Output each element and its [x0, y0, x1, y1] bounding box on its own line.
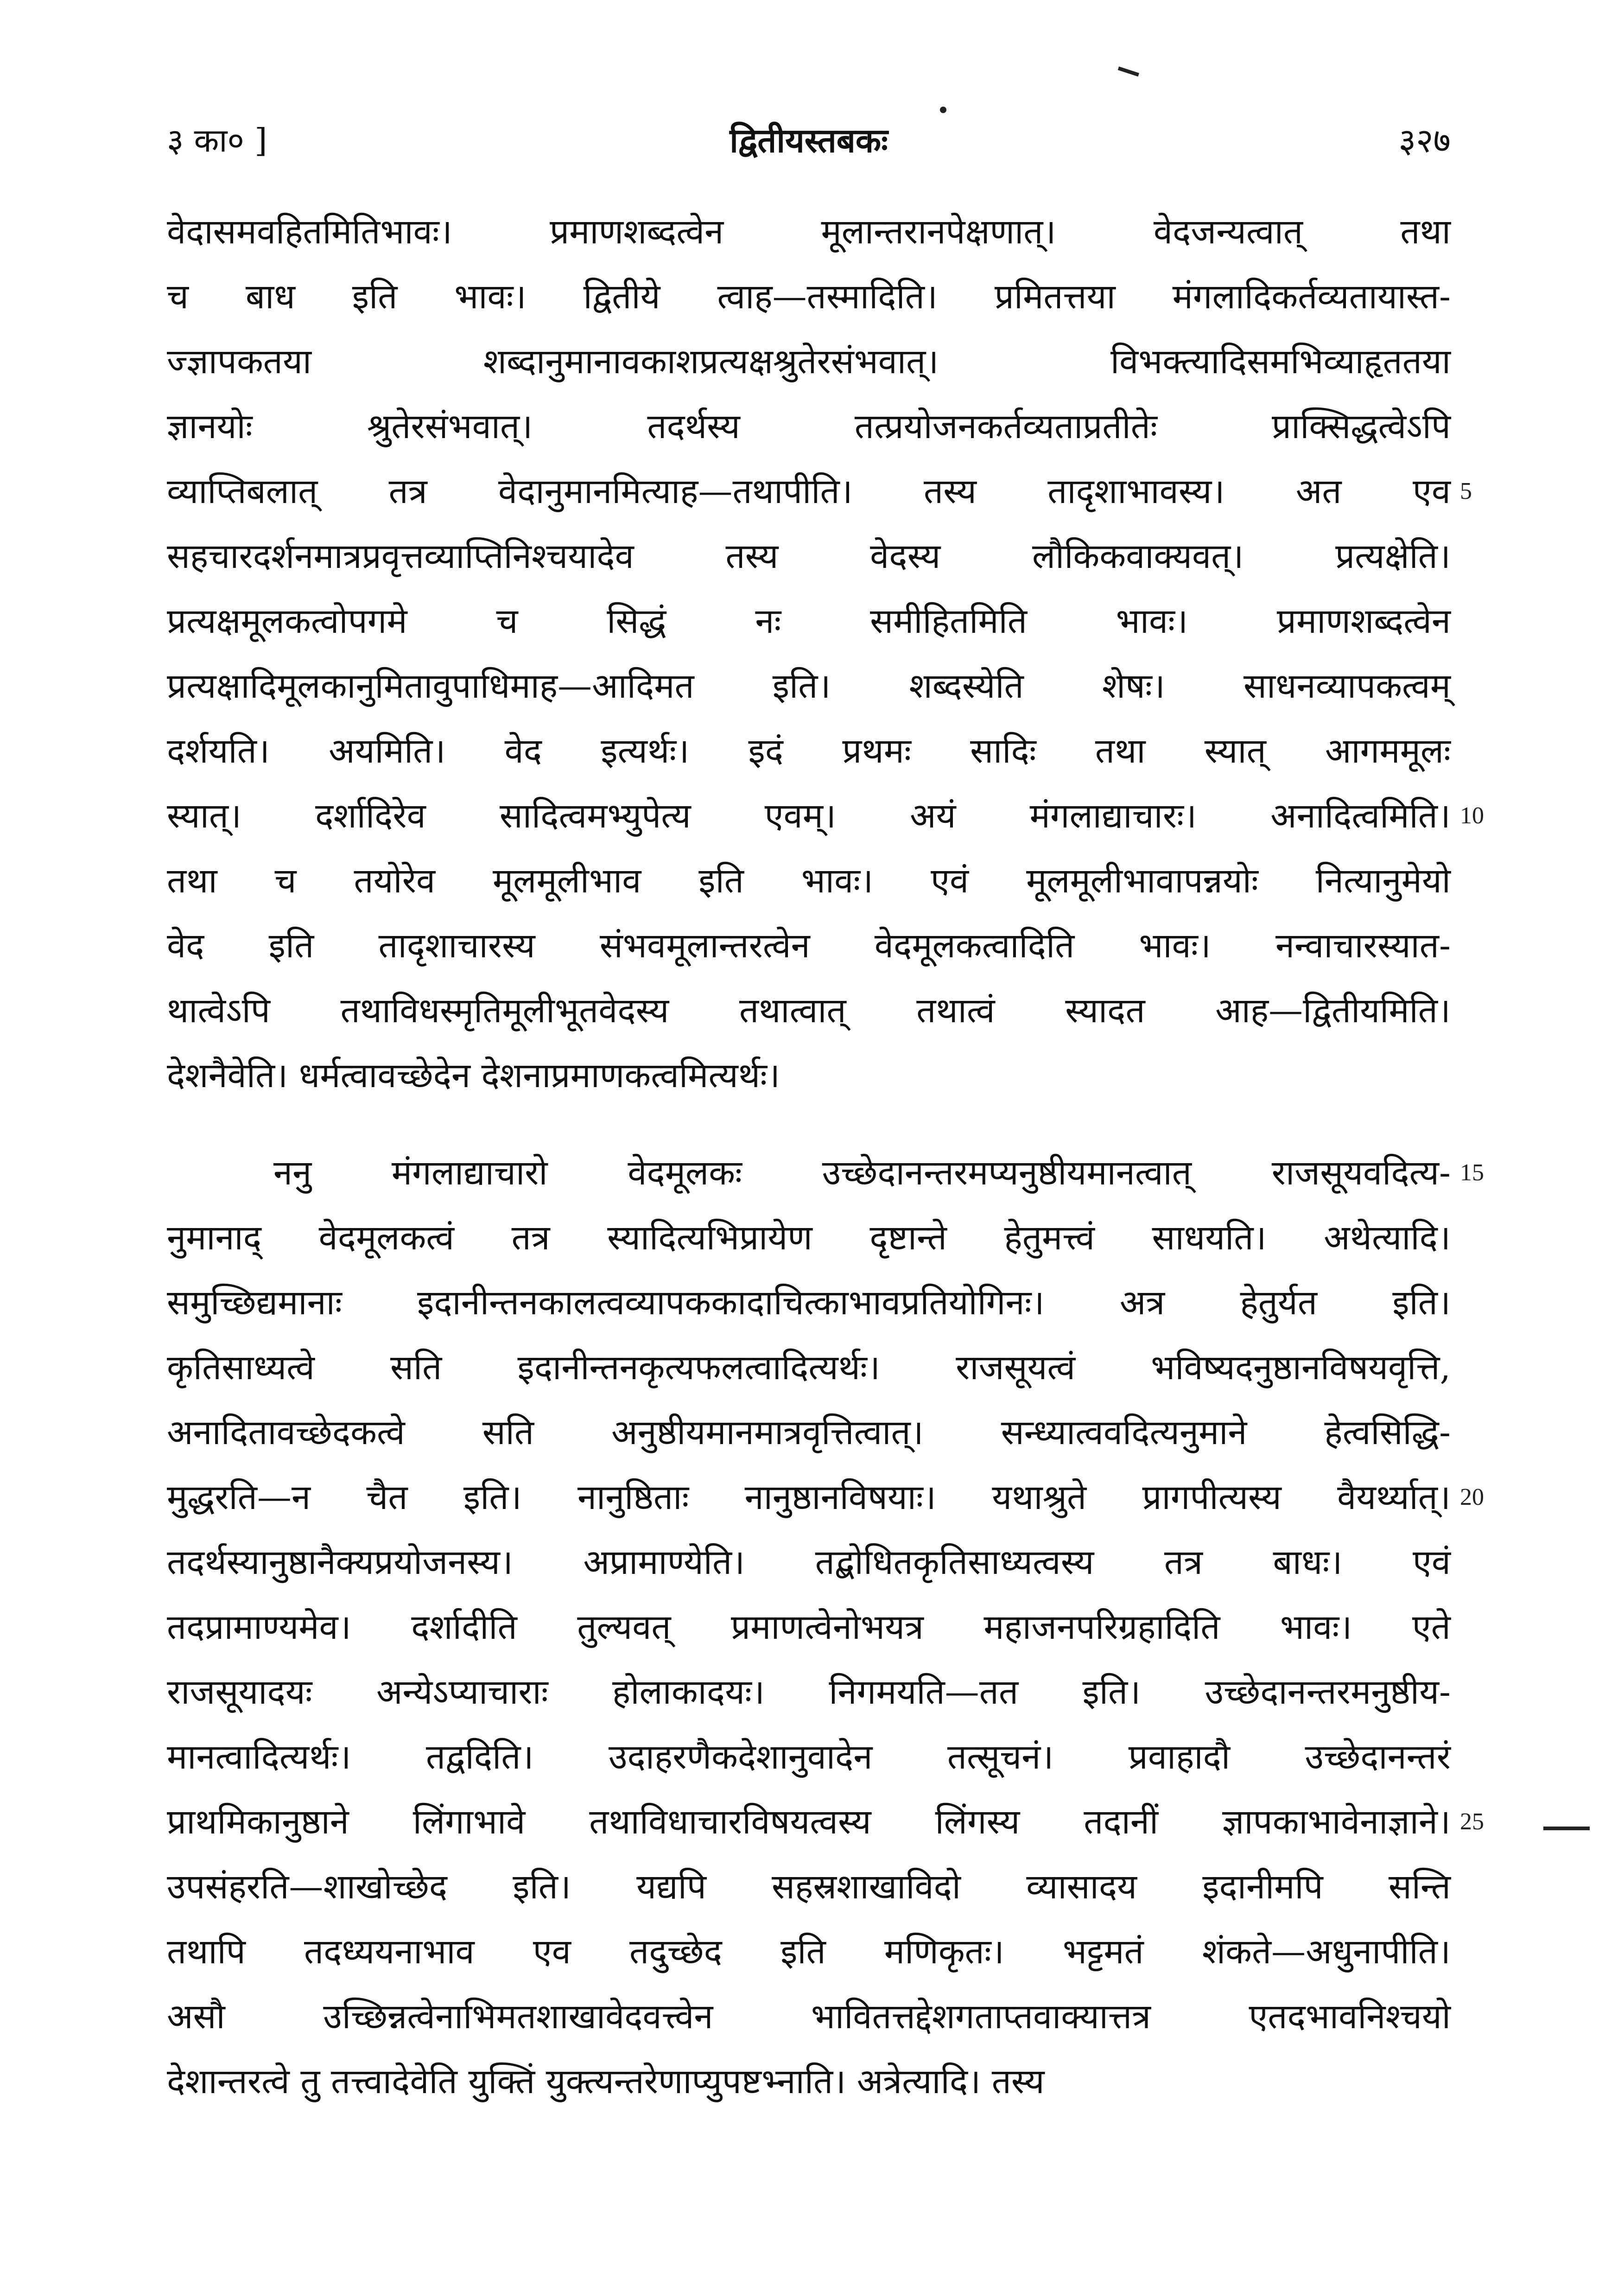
text-line	[167, 1335, 1451, 1400]
paragraph	[167, 1140, 1484, 2114]
text-line	[167, 1660, 1451, 1725]
text-line	[167, 329, 1451, 394]
paragraph	[167, 199, 1484, 1108]
text-line	[167, 783, 1484, 848]
text-line	[167, 1530, 1451, 1595]
text-line	[167, 1725, 1451, 1789]
line-text: असौ उच्छिन्नत्वेनाभिमतशाखावेदवत्त्वेन भावितत्तद्देशगताप्तवाक्यात्तत्र एतदभावनिश्चयो	[167, 1997, 1451, 2037]
line-text: ज्ज्ञापकतया शब्दानुमानावकाशप्रत्यक्षश्रुतेरसंभवात्। विभक्त्यादिसमभिव्याहृततया	[167, 342, 1451, 382]
line-text: वेद इति तादृशाचारस्य संभवमूलान्तरत्वेन वेदमूलकत्वादिति भावः। नन्वाचारस्यात-	[167, 926, 1451, 966]
text-line	[167, 264, 1451, 329]
text-line	[167, 394, 1451, 459]
text-line	[167, 524, 1451, 589]
running-header	[167, 117, 1451, 182]
commentary-text	[167, 199, 1484, 2114]
line-text: कृतिसाध्यत्वे सति इदानीन्तनकृत्यफलत्वादित्यर्थः। राजसूयत्वं भविष्यदनुष्ठानविषयवृत्ति,	[167, 1348, 1451, 1388]
line-text: उपसंहरति—शाखोच्छेद इति। यद्यपि सहस्रशाखाविदो व्यासादय इदानीमपि सन्ति	[167, 1867, 1451, 1907]
stray-mark	[1116, 66, 1139, 82]
line-number: 10	[1460, 802, 1484, 829]
text-line	[167, 1854, 1451, 1919]
text-line	[167, 199, 1451, 264]
line-text: प्रत्यक्षमूलकत्वोपगमे च सिद्धं नः समीहितमिति भावः। प्रमाणशब्दत्वेन	[167, 601, 1451, 641]
line-text: व्याप्तिबलात् तत्र वेदानुमानमित्याह—तथापीति। तस्य तादृशाभावस्य। अत एव	[167, 471, 1451, 511]
line-text: तथा च तयोरेव मूलमूलीभाव इति भावः। एवं मूलमूलीभावापन्नयोः नित्यानुमेयो	[167, 861, 1451, 901]
line-text: नुमानाद् वेदमूलकत्वं तत्र स्यादित्यभिप्रायेण दृष्टान्ते हेतुमत्त्वं साधयति। अथेत्यादि।	[167, 1218, 1451, 1258]
section-title: द्वितीयस्तबकः	[730, 121, 888, 160]
text-line	[167, 719, 1451, 783]
page-number: ३२७	[1398, 121, 1451, 160]
text-line	[167, 1465, 1484, 1530]
line-text: वेदासमवहितमितिभावः। प्रमाणशब्दत्वेन मूलान्तरानपेक्षणात्। वेदजन्यत्वात् तथा	[167, 212, 1451, 252]
line-text: प्राथमिकानुष्ठाने लिंगाभावे तथाविधाचारविषयत्वस्य लिंगस्य तदानीं ज्ञापकाभावेनाज्ञाने।	[167, 1802, 1451, 1842]
line-text: च बाध इति भावः। द्वितीये त्वाह—तस्मादिति। प्रमितत्तया मंगलादिकर्तव्यतायास्त-	[167, 277, 1451, 317]
stray-dot	[940, 107, 946, 113]
line-text: प्रत्यक्षादिमूलकानुमितावुपाधिमाह—आदिमत इति। शब्दस्येति शेषः। साधनव्यापकत्वम्	[167, 666, 1451, 706]
line-number: 20	[1460, 1484, 1484, 1510]
text-line	[167, 1919, 1451, 1984]
line-text: तथापि तदध्ययनाभाव एव तदुच्छेद इति मणिकृतः। भट्टमतं शंकते—अधुनापीति।	[167, 1932, 1451, 1972]
line-number: 5	[1460, 478, 1472, 504]
line-text: देशनैवेति। धर्मत्वावच्छेदेन देशनाप्रमाणकत्वमित्यर्थः।	[167, 1056, 780, 1095]
text-line	[167, 2049, 1451, 2114]
line-text: थात्वेऽपि तथाविधस्मृतिमूलीभूतवेदस्य तथात्वात् तथात्वं स्यादत आह—द्वितीयमिति।	[167, 991, 1451, 1031]
line-text: मानत्वादित्यर्थः। तद्वदिति। उदाहरणैकदेशानुवादेन तत्सूचनं। प्रवाहादौ उच्छेदानन्तरं	[167, 1737, 1451, 1777]
line-text: स्यात्। दर्शादिरेव सादित्वमभ्युपेत्य एवम्। अयं मंगलाद्याचारः। अनादित्वमिति।	[167, 796, 1451, 836]
text-line	[167, 1789, 1484, 1854]
text-line	[167, 1205, 1451, 1270]
margin-dash	[1543, 1827, 1590, 1830]
line-number: 15	[1460, 1159, 1484, 1186]
line-text: तदप्रामाण्यमेव। दर्शादीति तुल्यवत् प्रमाणत्वेनोभयत्र महाजनपरिग्रहादिति भावः। एते	[167, 1607, 1451, 1647]
text-line	[167, 1595, 1451, 1660]
line-text: अनादितावच्छेदकत्वे सति अनुष्ठीयमानमात्रवृत्तित्वात्। सन्ध्यात्ववदित्यनुमाने हेत्वसिद्धि-	[167, 1413, 1451, 1452]
line-number: 25	[1460, 1808, 1484, 1835]
text-line	[167, 848, 1451, 913]
text-line	[167, 589, 1451, 654]
text-line	[167, 1043, 1451, 1108]
text-line	[167, 978, 1451, 1043]
text-line	[167, 1984, 1451, 2049]
line-text: मुद्धरति—न चैत इति। नानुष्ठिताः नानुष्ठानविषयाः। यथाश्रुते प्रागपीत्यस्य वैयर्थ्यात्।	[167, 1477, 1451, 1517]
line-text: तदर्थस्यानुष्ठानैक्यप्रयोजनस्य। अप्रामाण्येति। तद्बोधितकृतिसाध्यत्वस्य तत्र बाधः। एवं	[167, 1542, 1451, 1582]
line-text: ज्ञानयोः श्रुतेरसंभवात्। तदर्थस्य तत्प्रयोजनकर्तव्यताप्रतीतेः प्राक्सिद्धत्वेऽपि	[167, 407, 1451, 446]
line-text: ननु मंगलाद्याचारो वेदमूलकः उच्छेदानन्तरमप्यनुष्ठीयमानत्वात् राजसूयवदित्य-	[273, 1153, 1451, 1193]
text-line	[167, 1270, 1451, 1335]
line-text: राजसूयादयः अन्येऽप्याचाराः होलाकादयः। निगमयति—तत इति। उच्छेदानन्तरमनुष्ठीय-	[167, 1672, 1451, 1712]
text-line	[167, 459, 1472, 524]
chapter-reference: ३ का० ]	[167, 121, 267, 159]
line-text: सहचारदर्शनमात्रप्रवृत्तव्याप्तिनिश्चयादेव तस्य वेदस्य लौकिकवाक्यवत्। प्रत्यक्षेति।	[167, 536, 1451, 576]
text-line	[167, 654, 1451, 719]
line-text: समुच्छिद्यमानाः इदानीन्तनकालत्वव्यापककादाचित्काभावप्रतियोगिनः। अत्र हेतुर्यत इति।	[167, 1283, 1451, 1323]
paragraph-gap	[167, 1108, 1451, 1140]
text-line	[167, 1400, 1451, 1465]
text-line	[167, 1140, 1484, 1205]
text-line	[167, 913, 1451, 978]
line-text: देशान्तरत्वे तु तत्त्वादेवेति युक्तिं युक्त्यन्तरेणाप्युपष्टभ्नाति। अत्रेत्यादि। तस्य	[167, 2062, 1045, 2101]
line-text: दर्शयति। अयमिति। वेद इत्यर्थः। इदं प्रथमः सादिः तथा स्यात् आगममूलः	[167, 731, 1451, 771]
